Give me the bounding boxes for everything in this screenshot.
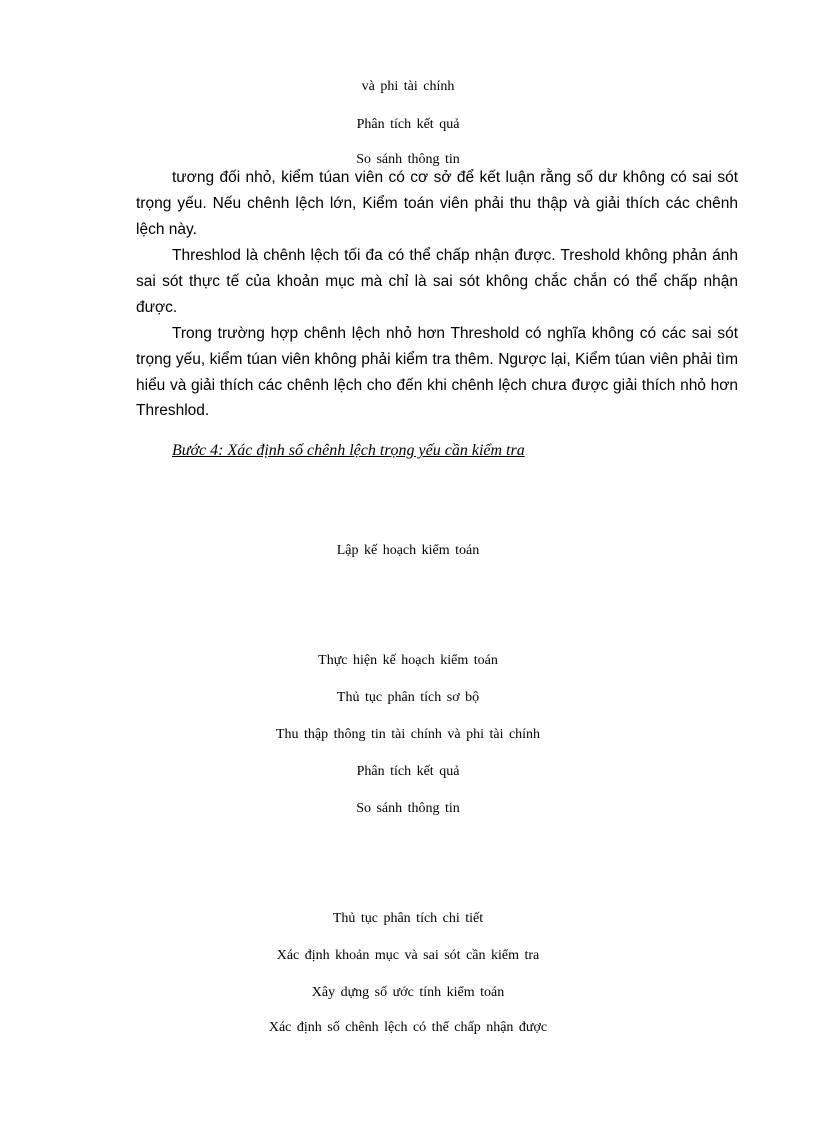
top-fragment-line-3: So sánh thông tin xyxy=(356,152,460,167)
top-fragment-line-2: Phân tích kết quả xyxy=(356,117,460,132)
paragraph-1 xyxy=(136,165,738,242)
diagram-execute-label: Thực hiện kế hoạch kiểm toán xyxy=(318,653,498,668)
diagram-compare-label: So sánh thông tin xyxy=(356,801,460,816)
diagram-analyze-label: Phân tích kết quả xyxy=(356,764,460,779)
step-4-heading: Bước 4: Xác định số chênh lệch trọng yếu cần kiểm tra xyxy=(172,442,525,459)
diagram-plan-label: Lập kế hoạch kiểm toán xyxy=(336,543,480,558)
paragraph-2-text: Threshlod là chênh lệch tối đa có thể chấp nhận được. Treshold không phản ánh sai sót thực tế của khoản mục mà chỉ là sai sót không chắc chắn có thể chấp nhận được. xyxy=(136,247,738,316)
diagram-estimate-label: Xây dựng số ước tính kiểm toán xyxy=(311,985,505,1000)
paragraph-3-text: Trong trường hợp chênh lệch nhỏ hơn Threshold có nghĩa không có các sai sót trọng yếu, kiểm túan viên không phải kiểm tra thêm. Ngược lại, Kiểm túan viên phải tìm hiểu và giải thích các chênh lệch cho đến khi chênh lệch chưa được giải thích nhỏ hơn Threshlod. xyxy=(136,325,738,420)
diagram-preliminary-label: Thủ tục phân tích sơ bộ xyxy=(336,690,480,705)
paragraph-1-text: tương đối nhỏ, kiểm túan viên có cơ sở để kết luận rằng số dư không có sai sót trọng yếu. Nếu chênh lệch lớn, Kiểm toán viên phải thu thập và giải thích các chênh lệch này. xyxy=(136,169,738,238)
paragraph-3 xyxy=(136,321,738,424)
diagram-collect-label: Thu thập thông tin tài chính và phi tài chính xyxy=(275,727,541,742)
paragraph-2 xyxy=(136,243,738,320)
diagram-acceptable-label: Xác định số chênh lệch có thể chấp nhận được xyxy=(268,1020,548,1035)
diagram-identify-label: Xác định khoản mục và sai sót cần kiểm tra xyxy=(276,948,540,963)
top-fragment-line-1: và phi tài chính xyxy=(361,79,455,94)
diagram-detailed-label: Thủ tục phân tích chi tiết xyxy=(332,911,484,926)
